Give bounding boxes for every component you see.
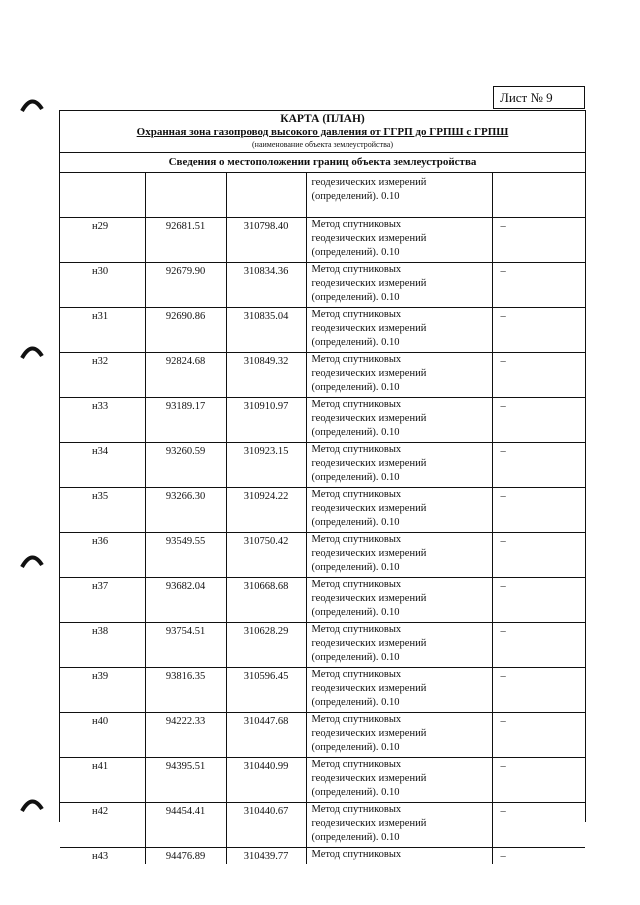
coord-y: 310668.68 [226,578,306,623]
description-cell: – [492,713,585,758]
table-row [60,623,585,668]
method-cell [306,713,492,758]
table-row [60,443,585,488]
method-line: геодезических измерений [311,413,427,424]
coord-x: 94222.33 [145,713,226,758]
method-line: геодезических измерений [311,593,427,604]
document-frame [59,110,586,862]
method-line: геодезических измерений [311,773,427,784]
coord-y: 310439.77 [226,848,306,865]
point-name: н31 [60,308,145,353]
coordinates-table [60,173,585,864]
coord-x: 93266.30 [145,488,226,533]
method-line: геодезических измерений [311,278,427,289]
table-row [60,578,585,623]
table-row [60,308,585,353]
method-line: Метод спутниковых [311,399,402,410]
method-line: (определений). 0.10 [311,472,400,483]
point-name: н42 [60,803,145,848]
coord-x: 94476.89 [145,848,226,865]
section-title: Сведения о местоположении границ объекта землеустройства [60,153,585,173]
table-row [60,848,585,865]
method-line: (определений). 0.10 [311,427,400,438]
description-cell: – [492,443,585,488]
table-row [60,758,585,803]
coord-x: 93682.04 [145,578,226,623]
method-line: (определений). 0.10 [311,247,400,258]
map-header [60,111,585,153]
method-line: Метод спутниковых [311,354,402,365]
point-name: н38 [60,623,145,668]
method-line: геодезических измерений [311,458,427,469]
coord-y: 310447.68 [226,713,306,758]
method-line: геодезических измерений [311,728,427,739]
method-line: Метод спутниковых [311,579,402,590]
method-line: геодезических измерений [311,368,427,379]
punch-hole-mark [20,343,44,359]
table-row [60,533,585,578]
table-row [60,173,585,218]
coord-x: 93189.17 [145,398,226,443]
point-name: н40 [60,713,145,758]
object-name-caption: (наименование объекта землеустройства) [252,140,393,149]
coord-x: 93260.59 [145,443,226,488]
punch-hole-mark [20,552,44,568]
description-cell: – [492,623,585,668]
method-cell [306,488,492,533]
description-cell: – [492,848,585,865]
description-cell: – [492,488,585,533]
point-name: н43 [60,848,145,865]
method-cell [306,443,492,488]
method-line: (определений). 0.10 [311,832,400,843]
method-line: геодезических измерений [311,638,427,649]
description-cell: – [492,353,585,398]
method-cell [306,173,492,218]
description-cell: – [492,398,585,443]
method-line: Метод спутниковых [311,714,402,725]
coord-y: 310628.29 [226,623,306,668]
point-name: н34 [60,443,145,488]
method-cell [306,758,492,803]
method-line: Метод спутниковых [311,534,402,545]
sheet-number: Лист № 9 [493,86,585,109]
coord-y: 310798.40 [226,218,306,263]
description-cell: – [492,758,585,803]
coord-x: 92679.90 [145,263,226,308]
coord-y: 310834.36 [226,263,306,308]
coord-x: 92681.51 [145,218,226,263]
method-cell [306,803,492,848]
description-cell: – [492,308,585,353]
description-cell: – [492,578,585,623]
table-row [60,218,585,263]
coord-y: 310849.32 [226,353,306,398]
method-cell [306,533,492,578]
point-name: н41 [60,758,145,803]
coord-x: 93754.51 [145,623,226,668]
point-name: н30 [60,263,145,308]
method-line: Метод спутниковых [311,444,402,455]
method-line: (определений). 0.10 [311,562,400,573]
method-cell [306,398,492,443]
table-row [60,803,585,848]
method-line: геодезических измерений [311,323,427,334]
method-line: Метод спутниковых [311,669,402,680]
point-name: н36 [60,533,145,578]
coord-x: 94454.41 [145,803,226,848]
method-line: (определений). 0.10 [311,742,400,753]
point-name: н37 [60,578,145,623]
description-cell: – [492,668,585,713]
method-line: (определений). 0.10 [311,697,400,708]
method-line: Метод спутниковых [311,489,402,500]
table-row [60,713,585,758]
method-line: геодезических измерений [311,177,427,188]
point-name: н29 [60,218,145,263]
point-name: н32 [60,353,145,398]
method-line: Метод спутниковых [311,309,402,320]
method-cell [306,353,492,398]
table-row [60,488,585,533]
description-cell: – [492,218,585,263]
method-line: геодезических измерений [311,818,427,829]
table-row [60,668,585,713]
table-row [60,263,585,308]
coord-y: 310440.67 [226,803,306,848]
method-line: Метод спутниковых [311,804,402,815]
point-name: н35 [60,488,145,533]
method-line: геодезических измерений [311,233,427,244]
method-line: (определений). 0.10 [311,517,400,528]
document-title: КАРТА (ПЛАН) [280,113,365,125]
method-line: (определений). 0.10 [311,652,400,663]
coord-y: 310750.42 [226,533,306,578]
point-name: н33 [60,398,145,443]
coord-x: 92824.68 [145,353,226,398]
method-cell [306,218,492,263]
coord-y: 310923.15 [226,443,306,488]
method-line: (определений). 0.10 [311,382,400,393]
coord-x: 93816.35 [145,668,226,713]
method-cell [306,623,492,668]
method-cell [306,668,492,713]
coord-x: 92690.86 [145,308,226,353]
punch-hole-mark [20,796,44,812]
description-cell: – [492,533,585,578]
description-cell: – [492,803,585,848]
method-line: (определений). 0.10 [311,292,400,303]
method-line: Метод спутниковых [311,624,402,635]
method-line: (определений). 0.10 [311,607,400,618]
method-cell [306,308,492,353]
method-line: (определений). 0.10 [311,787,400,798]
coord-x: 93549.55 [145,533,226,578]
method-line: Метод спутниковых [311,759,402,770]
table-row [60,398,585,443]
description-cell: – [492,263,585,308]
punch-hole-mark [20,96,44,112]
method-cell: Метод спутниковых [306,848,492,865]
coord-y: 310910.97 [226,398,306,443]
method-line: (определений). 0.10 [311,337,400,348]
method-line: геодезических измерений [311,683,427,694]
point-name: н39 [60,668,145,713]
method-line: геодезических измерений [311,503,427,514]
method-line: Метод спутниковых [311,264,402,275]
method-cell [306,578,492,623]
method-cell [306,263,492,308]
table-row [60,353,585,398]
object-name: Охранная зона газопровод высокого давления от ГГРП до ГРПШ с ГРПШ [136,126,509,138]
method-line: геодезических измерений [311,548,427,559]
coord-y: 310924.22 [226,488,306,533]
method-line: (определений). 0.10 [311,191,400,202]
coord-y: 310440.99 [226,758,306,803]
coord-y: 310596.45 [226,668,306,713]
coord-y: 310835.04 [226,308,306,353]
method-line: Метод спутниковых [311,219,402,230]
coord-x: 94395.51 [145,758,226,803]
